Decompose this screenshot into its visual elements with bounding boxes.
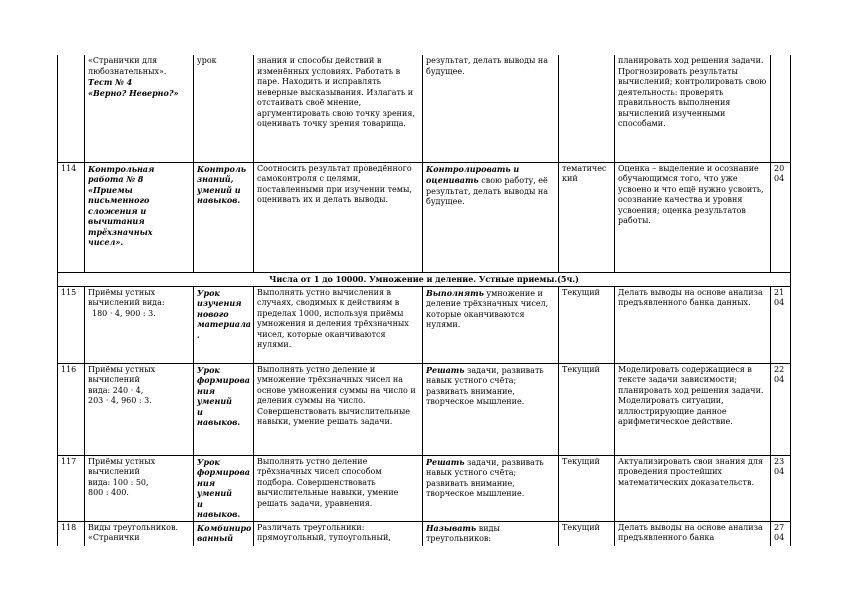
lesson-type: урок: [194, 55, 254, 162]
lesson-control: тематический: [559, 162, 615, 272]
lesson-control: Текущий: [559, 455, 615, 521]
lesson-activity: Делать выводы на основе анализа предъявленного банка данных.: [615, 286, 771, 363]
lesson-activity: Моделировать содержащиеся в тексте задачи зависимости; планировать ход решения задачи. Моделировать ситуации, иллюстрирующие данное арифметическое действие.: [615, 363, 771, 455]
lesson-number: 118: [58, 521, 85, 546]
lesson-activity: планировать ход решения задачи. Прогнозировать результаты вычислений; контролировать свою деятельность: проверять правильность выполнения вычислений изученными способами.: [615, 55, 771, 162]
lesson-control: Текущий: [559, 521, 615, 546]
section-header-row: [58, 272, 791, 286]
lesson-type: Комбиниро ванный: [194, 521, 254, 546]
lesson-date: 22 04: [771, 363, 791, 455]
lesson-type: Урок изучения нового материала .: [194, 286, 254, 363]
lesson-content: Выполнять устно вычисления в случаях, сводимых к действиям в пределах 1000, используя приёмы умножения и деления трёхзначных чисел, которые оканчиваются нулями.: [254, 286, 423, 363]
lesson-uud: Выполнять умножение и деление трёхзначных чисел, которые оканчиваются нулями.: [423, 286, 559, 363]
lesson-topic: Контрольная работа № 8 «Приемы письменного сложения и вычитания трёхзначных чисел».: [85, 162, 194, 272]
lesson-date: 27 04: [771, 521, 791, 546]
lesson-topic: Виды треугольников. «Странички: [85, 521, 194, 546]
lesson-activity: Актуализировать свои знания для проведения простейших математических доказательств.: [615, 455, 771, 521]
lesson-topic: Приёмы устных вычислений вида: 180 · 4, 900 : 3.: [85, 286, 194, 363]
lesson-activity: Делать выводы на основе анализа предъявленного банка: [615, 521, 771, 546]
section-title: Числа от 1 до 10000. Умножение и деление. Устные приемы.(5ч.): [58, 272, 791, 286]
lesson-type: Урок формирова ния умений и навыков.: [194, 455, 254, 521]
lesson-uud: Решать задачи, развивать навык устного счёта; развивать внимание, творческое мышление.: [423, 455, 559, 521]
table-row: [58, 162, 791, 272]
lesson-number: 116: [58, 363, 85, 455]
lesson-date: 23 04: [771, 455, 791, 521]
lesson-uud: Контролировать и оценивать свою работу, её результат, делать выводы на будущее.: [423, 162, 559, 272]
table-row: [58, 286, 791, 363]
lesson-activity: Оценка – выделение и осознание обучающимся того, что уже усвоено и что ещё нужно усвоить, осознание качества и уровня усвоения; оценка результатов работы.: [615, 162, 771, 272]
lesson-content: знания и способы действий в изменённых условиях. Работать в паре. Находить и исправлять неверные высказывания. Излагать и отстаивать своё мнение, аргументировать свою точку зрения, оценивать точку зрения товарища.: [254, 55, 423, 162]
lesson-content: Выполнять устно деление трёхзначных чисел способом подбора. Совершенствовать вычислительные навыки, умение решать задачи, уравнения.: [254, 455, 423, 521]
lesson-content: Соотносить результат проведённого самоконтроля с целями, поставленными при изучении темы, оценивать их и делать выводы.: [254, 162, 423, 272]
lesson-control: Текущий: [559, 363, 615, 455]
table-row: [58, 363, 791, 455]
lesson-uud: результат, делать выводы на будущее.: [423, 55, 559, 162]
table-row: [58, 455, 791, 521]
lesson-date: 21 04: [771, 286, 791, 363]
lesson-control: [559, 55, 615, 162]
table-row: [58, 521, 791, 546]
lesson-date: 20 04: [771, 162, 791, 272]
lesson-topic: Приёмы устных вычислений вида: 240 · 4, 203 · 4, 960 : 3.: [85, 363, 194, 455]
lesson-uud: Называть виды треугольников:: [423, 521, 559, 546]
lesson-plan-table: [57, 55, 791, 546]
lesson-control: Текущий: [559, 286, 615, 363]
lesson-topic: Приёмы устных вычислений вида: 100 : 50, 800 : 400.: [85, 455, 194, 521]
lesson-number: 114: [58, 162, 85, 272]
lesson-number: 117: [58, 455, 85, 521]
lesson-number: 115: [58, 286, 85, 363]
lesson-topic: «Странички для любознательных». Тест № 4 «Верно? Неверно?»: [85, 55, 194, 162]
lesson-uud: Решать задачи, развивать навык устного счёта; развивать внимание, творческое мышление.: [423, 363, 559, 455]
lesson-number: [58, 55, 85, 162]
lesson-content: Выполнять устно деление и умножение трёхзначных чисел на основе умножения суммы на число и деления суммы на число. Совершенствовать вычислительные навыки, умение решать задачи.: [254, 363, 423, 455]
lesson-content: Различать треугольники: прямоугольный, тупоугольный,: [254, 521, 423, 546]
table-row: [58, 55, 791, 162]
lesson-type: Контроль знаний, умений и навыков.: [194, 162, 254, 272]
lesson-date: [771, 55, 791, 162]
lesson-type: Урок формирова ния умений и навыков.: [194, 363, 254, 455]
